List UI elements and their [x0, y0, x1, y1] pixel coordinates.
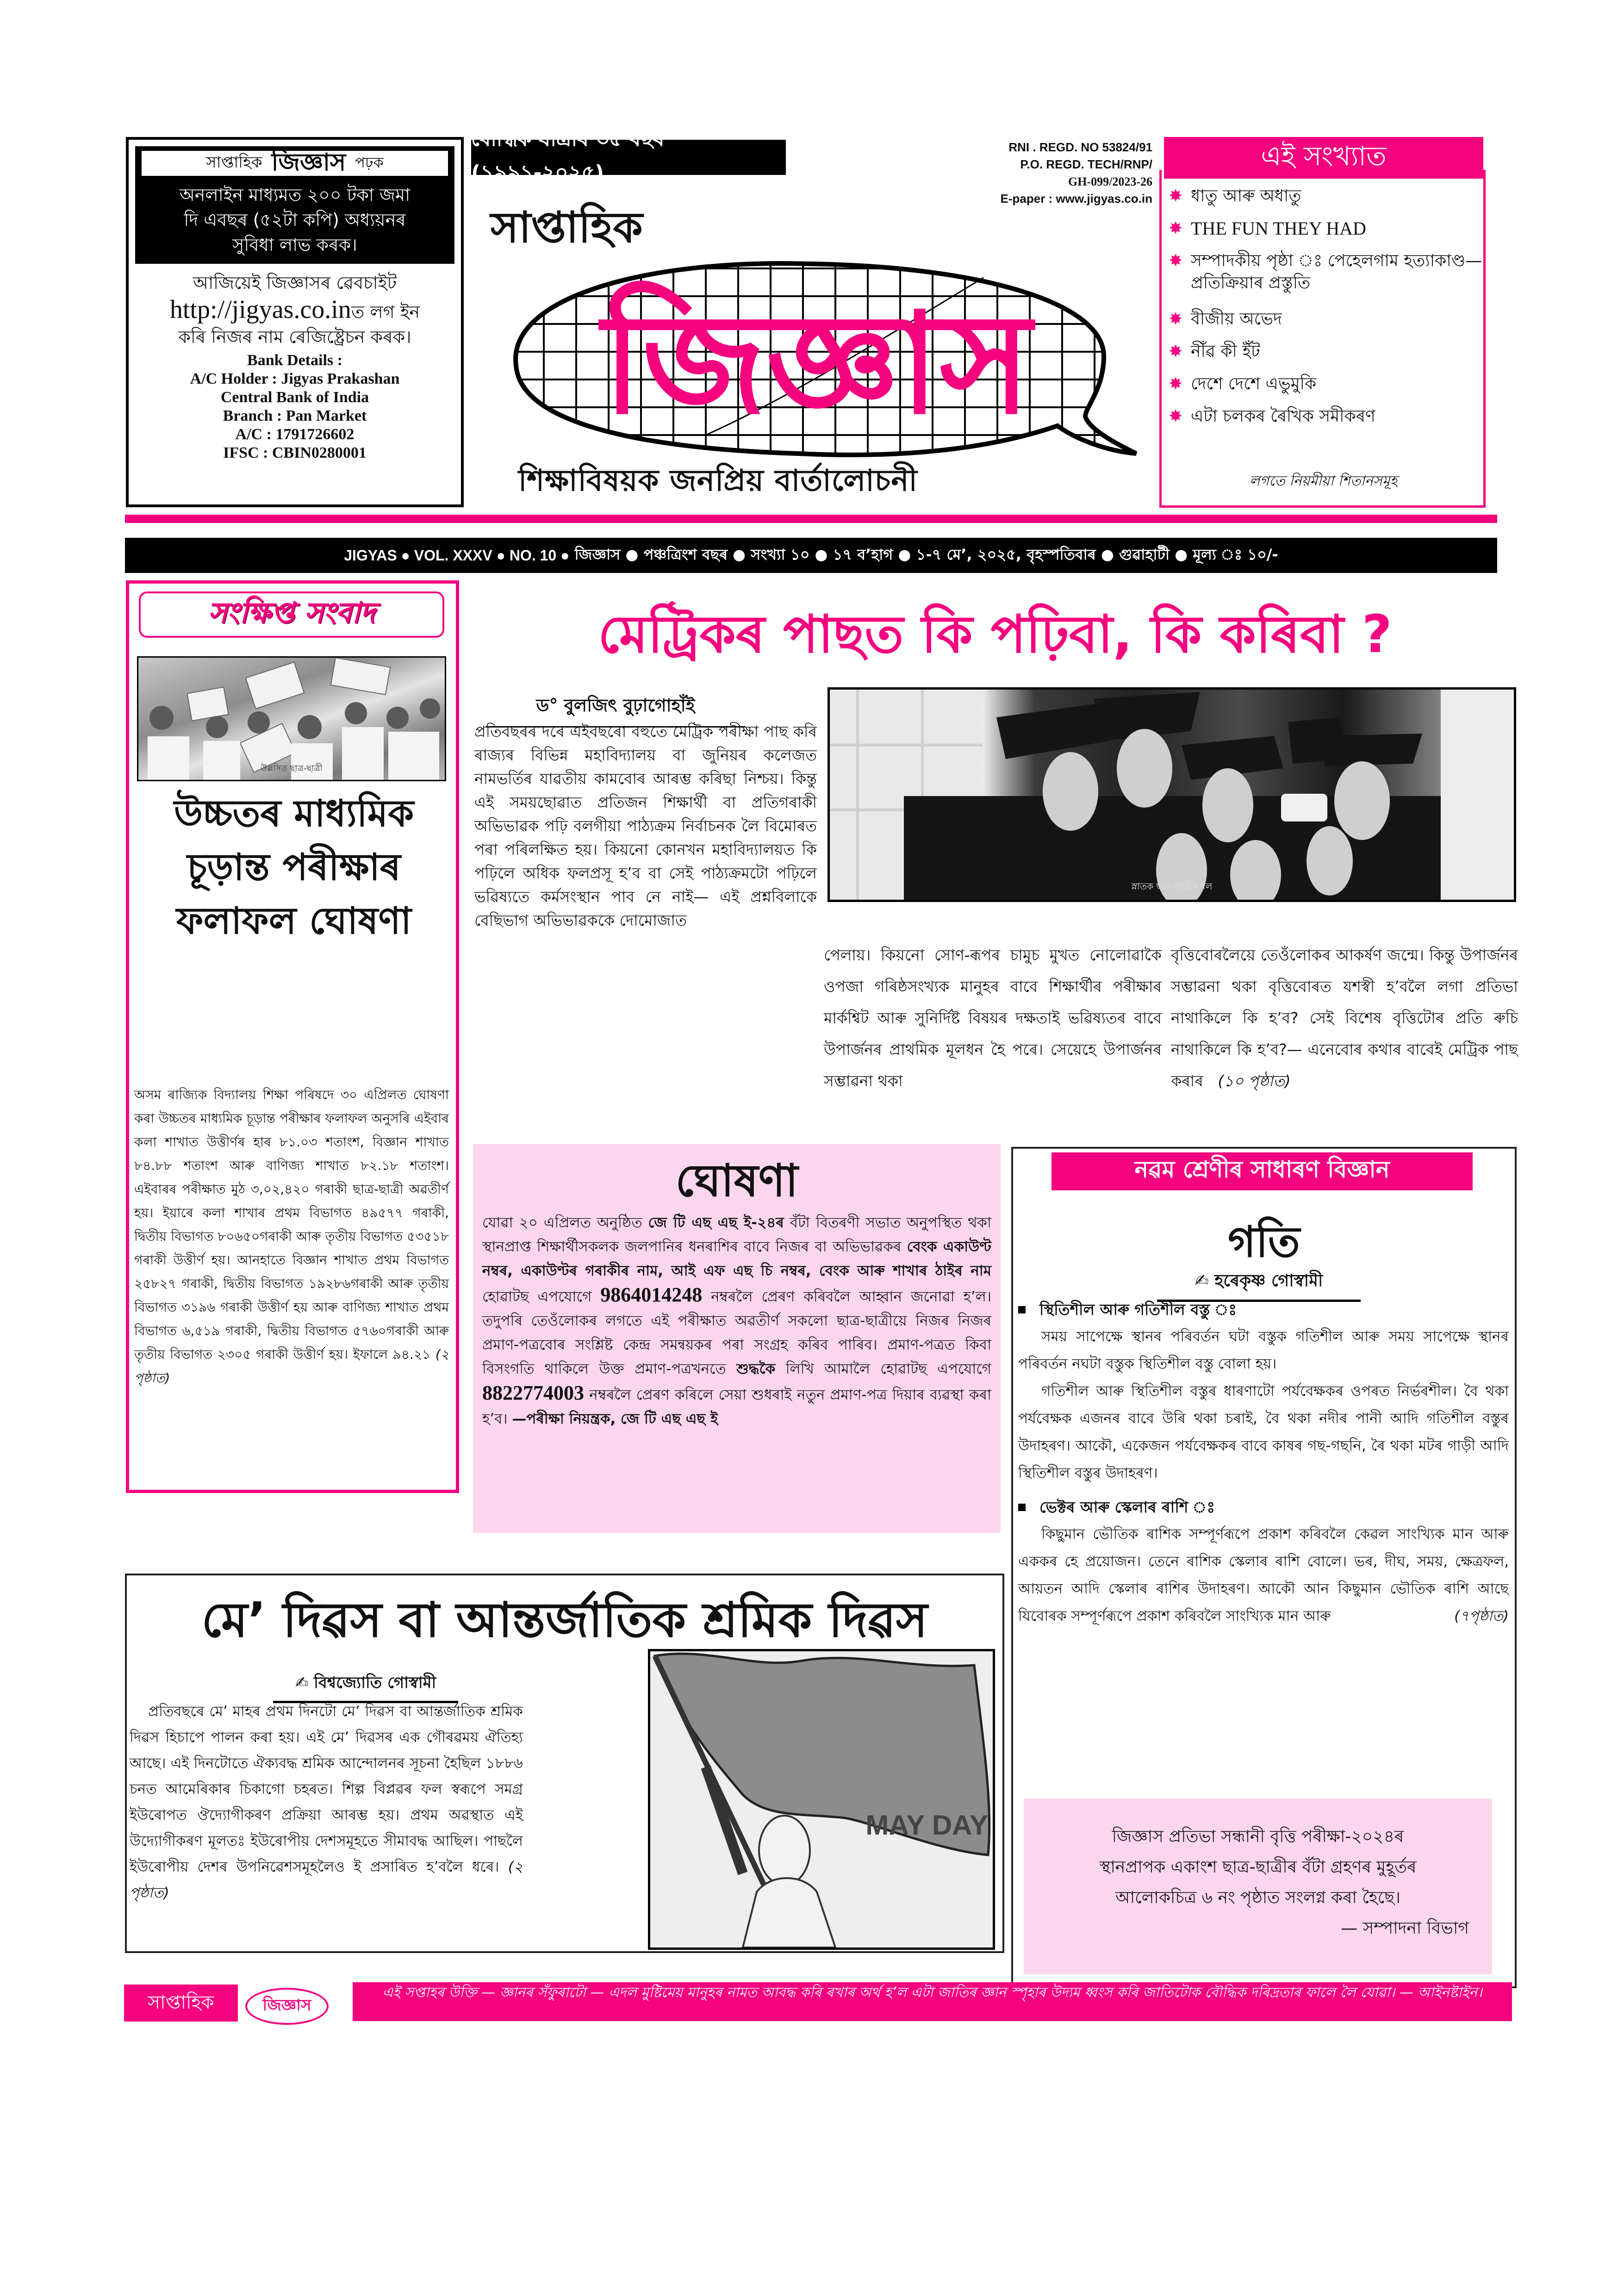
main-byline: ড° বুলজিৎ বুঢ়াগোহাঁই	[486, 692, 745, 728]
pen-icon: ✍	[1195, 1271, 1209, 1290]
main-story-column-1: প্ৰতিবছৰৰ দৰে এইবছৰো বহুতে মেট্ৰিক পৰীক্ষা পাছ কৰি ৰাজ্যৰ বিভিন্ন মহাবিদ্যালয় বা জুনিয়ৰ কলেজত নামভৰ্তিৰ যাৱতীয় কামবোৰ আৰম্ভ কৰিছা নিশ্চয়। কিন্তু এই সময়ছোৱাত প্ৰতিজন শিক্ষাৰ্থী বা প্ৰতিগৰাকী অভিভাৱক পঢ়ি বলগীয়া পাঠ্যক্ৰম নিৰ্বাচনক লৈ বিমোৰত পৰা পৰিলক্ষিত হয়। কিয়নো কোনখন মহাবিদ্যালয়ত কি পঢ়িলে অধিক ফলপ্ৰসূ হ’ব বা সেই পাঠ্যক্ৰমটো পঢ়িলে ভৱিষ্যতে কৰ্মসংস্থান পাব নে নাই— এই প্ৰশ্নবিলাকে বেছিভাগ অভিভাৱককে দোমোজাত	[474, 722, 817, 929]
main-story-column-3	[1171, 940, 1518, 1097]
notice-required-details: বেংক একাউণ্ট নম্বৰ, একাউণ্টৰ গৰাকীৰ নাম, আই এফ এছ চি নম্বৰ, বেংক আৰু শাখাৰ ঠাইৰ নাম	[482, 1238, 991, 1279]
main-story-column-2: পেলায়। কিয়নো সোণ-ৰূপৰ চামুচ মুখত নোলোৱাকৈ ওপজা গৰিষ্ঠসংখ্যক মানুহৰ বাবে শিক্ষাৰ্থীৰ পৰীক্ষাৰ মাৰ্কশ্বিট আৰু সুনিৰ্দিষ্ট বিষয়ৰ দক্ষতাই ভৱিষ্যতৰ বাবে উপাৰ্জনৰ প্ৰাথমিক মূলধন হৈ পৰে। সেয়েহে উপাৰ্জনৰ সম্ভাৱনা থকা	[824, 946, 1162, 1090]
star-bullet-icon: ✸	[1169, 342, 1183, 361]
science-paragraph	[1018, 1521, 1509, 1630]
subscription-title-suffix: পঢ়ক	[355, 154, 384, 171]
subscription-offer	[135, 146, 454, 264]
registration-info	[949, 139, 1152, 207]
logo-speech-bubble-icon	[474, 241, 1145, 458]
mayday-headline: মে’ দিৱস বা আন্তৰ্জাতিক শ্ৰমিক দিৱস	[201, 1592, 928, 1648]
notice-text: বঁটা বিতৰণী সভাত অনুপস্থিত থকা স্থানপ্ৰাপ্ত শিক্ষাৰ্থীসকলক জলপানিৰ ধনৰাশিৰ বাবে নিজৰ বা অভিভাৱকৰ	[482, 1214, 991, 1255]
brief-headline	[134, 787, 454, 948]
star-bullet-icon: ✸	[1169, 251, 1183, 270]
star-bullet-icon: ✸	[1169, 187, 1183, 205]
offer-line: অনলাইন মাধ্যমত ২০০ টকা জমা	[179, 185, 411, 205]
scholarship-sign: — সম্পাদনা বিভাগ	[1341, 1919, 1469, 1938]
brief-headline-line: চূড়ান্ত পৰীক্ষাৰ	[187, 846, 401, 889]
bank-line: Central Bank of India	[220, 389, 369, 406]
epaper-link[interactable]: E-paper : www.jigyas.co.in	[1000, 192, 1152, 205]
notice-text: যোৱা ২০ এপ্ৰিলত অনুষ্ঠিত	[482, 1214, 648, 1231]
issue-item-label: সম্পাদকীয় পৃষ্ঠা ঃ পেহেলগাম হত্যাকাণ্ড— প্ৰতিক্ৰিয়াৰ প্ৰস্তুতি	[1191, 251, 1482, 292]
subscription-box	[126, 137, 464, 507]
star-bullet-icon: ✸	[1169, 310, 1183, 329]
notice-phone-2[interactable]: 8822774003	[482, 1381, 584, 1404]
science-continued[interactable]: (৭পৃষ্ঠাত)	[1454, 1608, 1509, 1624]
bank-line: A/C : 1791726602	[235, 426, 355, 443]
brief-continued[interactable]: (২ পৃষ্ঠাত)	[134, 1347, 449, 1386]
in-this-issue-heading: এই সংখ্যাত	[1164, 137, 1483, 179]
brief-news-photo	[137, 656, 446, 781]
scholarship-line: আলোকচিত্ৰ ৬ নং পৃষ্ঠাত সংলগ্ন কৰা হৈছে।	[1115, 1888, 1400, 1907]
mayday-body-text: প্ৰতিবছৰে মে’ মাহৰ প্ৰথম দিনটো মে’ দিৱস বা আন্তৰ্জাতিক শ্ৰমিক দিৱস হিচাপে পালন কৰা হয়। এই মে’ দিৱসৰ এক গৌৰৱময় ঐতিহ্য আছে। এই দিনটোতে ঐক্যবদ্ধ শ্ৰমিক আন্দোলনৰ সূচনা হৈছিল ১৮৮৬ চনত আমেৰিকাৰ চিকাগো চহৰত। শিল্প বিপ্লৱৰ ফল স্বৰূপে সমগ্ৰ ইউৰোপত ঔদ্যোগীকৰণ প্ৰক্ৰিয়া আৰম্ভ হয়। প্ৰথম অৱস্থাত এই উদ্যোগীকৰণ মূলতঃ ইউৰোপীয় দেশসমূহতে সীমাবদ্ধ আছিল। পাছলৈ ইউৰোপীয় দেশৰ উপনিৱেশসমূহলৈও ই প্ৰসাৰিত হ’বলৈ ধৰে।	[130, 1703, 523, 1875]
notice-title: ঘোষণা	[675, 1155, 798, 1207]
bank-details	[135, 351, 454, 462]
issue-item-label: নীঁৱ কী ইঁট	[1191, 342, 1260, 361]
brief-headline-line: উচ্চতৰ মাধ্যমিক	[174, 792, 414, 835]
main-story-continued[interactable]: (১০ পৃষ্ঠাত)	[1218, 1072, 1291, 1090]
footer-weekly: সাপ্তাহিক	[124, 1985, 238, 2022]
bank-line: Branch : Pan Market	[223, 407, 367, 424]
brief-headline-line: ফলাফল ঘোষণা	[176, 899, 411, 942]
science-section-heading: নৱম শ্ৰেণীৰ সাধাৰণ বিজ্ঞান	[1052, 1152, 1473, 1190]
science-title: গতি	[1228, 1217, 1300, 1267]
issue-item[interactable]	[1169, 373, 1483, 395]
issue-item-label: THE FUN THEY HAD	[1191, 218, 1366, 239]
offer-line: দি এবছৰ (৫২টা কপি) অধ্যয়নৰ	[184, 210, 406, 230]
pink-divider	[125, 515, 1497, 523]
star-bullet-icon: ✸	[1169, 374, 1183, 393]
pen-icon: ✍	[295, 1674, 309, 1692]
science-paragraph: গতিশীল আৰু স্থিতিশীল বস্তুৰ ধাৰণাটো পৰ্যবেক্ষকৰ ওপৰত নিৰ্ভৰশীল। বৈ থকা পৰ্যবেক্ষক এজনৰ বাবে উৰি থকা চৰাই, বৈ থকা নদীৰ পানী আদি গতিশীল বস্তুৰ উদাহৰণ। আকৌ, একেজন পৰ্যবেক্ষকৰ বাবে কাষৰ গছ-গছনি, ৰৈ থকা মটৰ গাড়ী আদি স্থিতিশীল বস্তুৰ উদাহৰণ।	[1018, 1383, 1509, 1481]
subscription-title-prefix: সাপ্তাহিক	[206, 153, 262, 172]
logo-text: জিজ্ঞাস	[602, 283, 1032, 445]
star-bullet-icon: ✸	[1169, 407, 1183, 426]
notice-box	[473, 1144, 1001, 1533]
notice-text: নম্বৰলৈ প্ৰেৰণ কৰিলে সেয়া শুধৰাই নতুন প্ৰমাণ-পত্ৰ দিয়াৰ ব্যৱস্থা কৰা হ’ব।	[482, 1387, 991, 1427]
regd-line: RNI . REGD. NO 53824/91	[1008, 140, 1152, 154]
star-bullet-icon: ✸	[1169, 219, 1183, 238]
website-line: আজিয়েই জিজ্ঞাসৰ ৱেবচাইট	[193, 273, 397, 293]
notice-signature: —পৰীক্ষা নিয়ন্ত্ৰক, জে টি এছ এছ ই	[512, 1411, 718, 1427]
issue-item-label: বীজীয় অভেদ	[1191, 310, 1282, 329]
issue-info-english: JIGYAS ● VOL. XXXV ● NO. 10 ●	[344, 547, 570, 564]
website-link[interactable]: http://jigyas.co.in	[169, 295, 351, 324]
issue-info-bar	[125, 538, 1497, 573]
mayday-caption: MAY DAY	[865, 1810, 988, 1841]
main-headline: মেট্ৰিকৰ পাছত কি পঢ়িবা, কি কৰিবা ?	[598, 604, 1392, 665]
offer-line: সুবিধা লাভ কৰক।	[232, 235, 357, 255]
tagline-bar: বৌদ্ধিক যাত্ৰাৰ ৩৫ বছৰ (১৯৯১-২০২৫)	[471, 140, 786, 175]
science-paragraph-text: কিছুমান ভৌতিক ৰাশিক সম্পূৰ্ণৰূপে প্ৰকাশ কৰিবলৈ কেৱল সাংখ্যিক মান আৰু এককৰ হে প্ৰয়োজন। তেনে ৰাশিক স্কেলাৰ ৰাশি বোলে। ভৰ, দীঘ, সময়, ক্ষেত্ৰফল, আয়তন আদি স্কেলাৰ ৰাশিৰ উদাহৰণ। আকৌ আন কিছুমান ভৌতিক ৰাশি আছে যিবোৰক সম্পূৰ্ণৰূপে প্ৰকাশ কৰিবলৈ সাংখ্যিক মান আৰু	[1018, 1526, 1509, 1624]
issue-item[interactable]	[1169, 185, 1483, 207]
masthead-subtitle: শিক্ষাবিষয়ক জনপ্ৰিয় বাৰ্তালোচনী	[518, 464, 918, 498]
website-suffix: ত লগ ইন	[351, 302, 420, 322]
flag-bearer-image-icon	[650, 1651, 993, 1948]
bank-line: IFSC : CBIN0280001	[223, 444, 367, 461]
notice-text: হোৱাটছ এপযোগে	[482, 1288, 601, 1305]
footer-quote: এই সপ্তাহৰ উক্তি — জ্ঞানৰ সঁফুৰাটো — এদল মুষ্টিমেয় মানুহৰ নামত আবদ্ধ কৰি ৰখাৰ অৰ্থ হ’ল এটা জাতিৰ জ্ঞান স্পৃহাৰ উদ্যম ধ্বংস কৰি জাতিটোক বৌদ্ধিক দৰিদ্ৰতাৰ ফালে লৈ যোৱা। — আইনষ্টাইন।	[353, 1982, 1512, 2021]
website-line: কৰি নিজৰ নাম ৰেজিষ্ট্ৰেচন কৰক।	[178, 327, 411, 347]
website-register	[135, 270, 454, 349]
mayday-continued[interactable]: (২ পৃষ্ঠাত)	[130, 1859, 523, 1901]
notice-exam-name: জে টি এছ এছ ই-২৪ৰ	[648, 1214, 784, 1231]
bank-line: A/C Holder : Jigyas Prakashan	[190, 370, 400, 387]
issue-item[interactable]	[1169, 405, 1483, 428]
regd-line: GH-099/2023-26	[1068, 175, 1152, 188]
issue-item-label: ধাতু আৰু অধাতু	[1191, 187, 1301, 205]
issue-item-label: দেশে দেশে এভুমুকি	[1191, 374, 1317, 393]
issue-info-assamese: জিজ্ঞাস ● পঞ্চত্ৰিংশ বছৰ ● সংখ্যা ১০ ● ১৭ ব’হাগ ● ১-৭ মে’, ২০২৫, বৃহস্পতিবাৰ ● গুৱাহাটী ● মূল্য ঃ ১০/-	[574, 546, 1278, 563]
science-author: হৰেকৃষ্ণ গোস্বামী	[1214, 1271, 1323, 1290]
issue-item[interactable]	[1169, 308, 1483, 330]
science-body	[1018, 1296, 1509, 1630]
masthead-logo	[474, 241, 1145, 458]
mayday-illustration	[648, 1649, 995, 1950]
scholarship-line: স্থানপ্ৰাপক একাংশ ছাত্ৰ-ছাত্ৰীৰ বঁটা গ্ৰহণৰ মুহূৰ্তৰ	[1099, 1858, 1417, 1877]
mayday-author: বিশ্বজ্যোতি গোস্বামী	[314, 1674, 436, 1692]
in-this-issue-more: লগতে নিয়মীয়া শিতানসমূহ	[1250, 473, 1398, 489]
science-subheading	[1018, 1493, 1509, 1521]
in-this-issue-list	[1169, 185, 1483, 438]
subscription-title-name: জিজ্ঞাস	[271, 148, 346, 176]
issue-item-label: এটা চলকৰ ৰৈখিক সমীকৰণ	[1191, 407, 1375, 426]
science-subheading-text: ভেক্টৰ আৰু স্কেলাৰ ৰাশি ঃ	[1039, 1498, 1215, 1516]
mayday-body	[130, 1699, 523, 1906]
notice-body	[482, 1211, 991, 1431]
square-bullet-icon	[1018, 1306, 1026, 1313]
masthead-weekly: সাপ্তাহিক	[491, 203, 643, 252]
notice-text: নম্বৰলৈ প্ৰেৰণ কৰিবলৈ আহ্বান জনোৱা হ’ল। তদুপৰি তেওঁলোকৰ লগতে এই পৰীক্ষাত অৱতীৰ্ণ সকলো ছাত্ৰ-ছাত্ৰীয়ে নিজৰ নিজৰ প্ৰমাণ-পত্ৰবোৰ সংশ্লিষ্ট কেন্দ্ৰ সমন্বয়কৰ পৰা সংগ্ৰহ কৰিব পাৰিব। প্ৰমাণ-পত্ৰত কিবা বিসংগতি থাকিলে উক্ত প্ৰমাণ-পত্ৰখনতে	[482, 1288, 991, 1377]
regd-line: P.O. REGD. TECH/RNP/	[1020, 157, 1152, 171]
science-paragraph: সময় সাপেক্ষে স্থানৰ পৰিবৰ্তন ঘটা বস্তুক গতিশীল আৰু সময় সাপেক্ষে স্থানৰ পৰিবৰ্তন নঘটা বস্তুক স্থিতিশীল বস্তু বোলা হয়।	[1018, 1328, 1509, 1372]
square-bullet-icon	[1018, 1504, 1026, 1511]
science-subheading-text: স্থিতিশীল আৰু গতিশীল বস্তু ঃ	[1039, 1300, 1237, 1319]
notice-phone-1[interactable]: 9864014248	[600, 1283, 703, 1306]
main-photo-alt: স্নাতক ছাত্ৰ-ছাত্ৰীৰ দল	[1131, 881, 1213, 892]
main-story-column-3-text: বৃত্তিবোৰলৈয়ে তেওঁলোকৰ আকৰ্ষণ জন্মে। কিন্তু উপাৰ্জনৰ সম্ভাৱনা থকা বৃত্তিবোৰত যশস্বী হ’বলৈ লগা প্ৰতিভা নাথাকিলে কি হ’ব? সেই বিশেষ বৃত্তিটোৰ প্ৰতি ৰুচি নাথাকিলে কি হ’ব?— এনেবোৰ কথাৰ বাবেই মেট্ৰিক পাছ কৰাৰ	[1171, 946, 1518, 1090]
brief-news-tag: সংক্ষিপ্ত সংবাদ	[139, 591, 444, 638]
brief-body-text: অসম ৰাজ্যিক বিদ্যালয় শিক্ষা পৰিষদে ৩০ এপ্ৰিলত ঘোষণা কৰা উচ্চতৰ মাধ্যমিক চূড়ান্ত পৰীক্ষাৰ ফলাফল অনুসৰি এইবাৰ কলা শাখাত উত্তীৰ্ণৰ হাৰ ৮১.০৩ শতাংশ, বিজ্ঞান শাখাত ৮৪.৮৮ শতাংশ আৰু বাণিজ্য শাখাত ৮২.১৮ শতাংশ। এইবাৰৰ পৰীক্ষাত মুঠ ৩,০২,৪২০ গৰাকী ছাত্ৰ-ছাত্ৰী অৱতীৰ্ণ হয়। ইয়াৰে কলা শাখাৰ প্ৰথম বিভাগত ৪৯৫৭৭ গৰাকী, দ্বিতীয় বিভাগত ৮০৬৫০গৰাকী আৰু তৃতীয় বিভাগত ৫৩৫১৮ গৰাকী উত্তীৰ্ণ হয়। আনহাতে বিজ্ঞান শাখাত প্ৰথম বিভাগত ২৫৮২৭ গৰাকী, দ্বিতীয় বিভাগত ১৯২৮৬গৰাকী আৰু তৃতীয় বিভাগত ৩১৯৬ গৰাকী উত্তীৰ্ণ হয় আৰু বাণিজ্য শাখাত প্ৰথম বিভাগত ৬,৫১৯ গৰাকী, দ্বিতীয় বিভাগত ৫৭৬০গৰাকী আৰু তৃতীয় বিভাগত ২৩০৫ গৰাকী উত্তীৰ্ণ হয়। ইফালে ৯৪.২১	[134, 1087, 449, 1362]
notice-emphasis: শুদ্ধকৈ	[736, 1361, 776, 1377]
scholarship-note	[1024, 1798, 1492, 1974]
issue-item[interactable]	[1169, 250, 1483, 294]
issue-item[interactable]	[1169, 341, 1483, 363]
main-story-photo	[828, 687, 1516, 902]
notice-text: লিখি আমালৈ হোৱাটছ এপযোগে	[775, 1361, 991, 1377]
footer-logo: জিজ্ঞাস	[245, 1988, 329, 2025]
bank-line: Bank Details :	[247, 352, 342, 369]
issue-item[interactable]	[1169, 218, 1483, 240]
brief-body	[134, 1083, 449, 1390]
brief-photo-alt: উল্লসিত ছাত্ৰ-ছাত্ৰী	[261, 764, 323, 773]
graduates-selfie-image-icon	[830, 690, 1514, 900]
scholarship-line: জিজ্ঞাস প্ৰতিভা সন্ধানী বৃত্তি পৰীক্ষা-২০২৪ৰ	[1112, 1827, 1404, 1846]
science-subheading	[1018, 1296, 1509, 1323]
subscription-title	[142, 148, 448, 176]
